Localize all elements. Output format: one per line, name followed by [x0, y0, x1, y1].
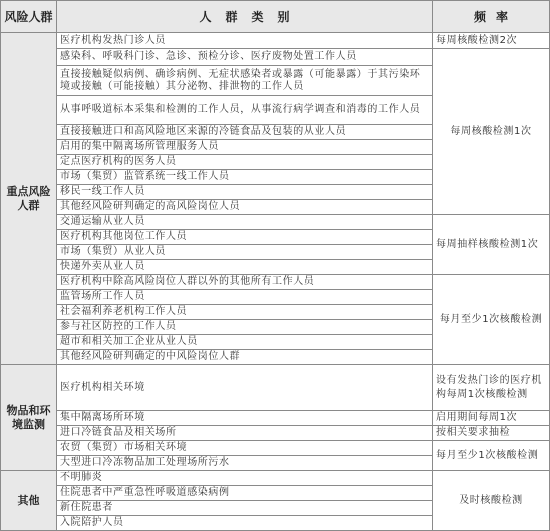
row-item: 交通运输从业人员 — [57, 215, 433, 230]
frequency-cell: 及时核酸检测 — [433, 471, 550, 531]
row-item: 快递外卖从业人员 — [57, 260, 433, 275]
row-item: 进口冷链食品及相关场所 — [57, 426, 433, 441]
row-item: 医疗机构中除高风险岗位人群以外的其他所有工作人员 — [57, 275, 433, 290]
header-frequency: 频率 — [433, 1, 550, 33]
row-item: 市场（集贸）从业人员 — [57, 245, 433, 260]
frequency-cell: 每周核酸检测2次 — [433, 33, 550, 49]
table-row — [1, 33, 550, 49]
row-item: 农贸（集贸）市场相关环境 — [57, 441, 433, 456]
category-high-risk: 重点风险人群 — [1, 33, 57, 365]
table-row — [1, 441, 550, 456]
frequency-cell: 每周抽样核酸检测1次 — [433, 215, 550, 275]
table-header-row — [1, 1, 550, 33]
frequency-cell: 每月至少1次核酸检测 — [433, 441, 550, 471]
row-item: 直接接触进口和高风险地区来源的冷链食品及包装的从业人员 — [57, 125, 433, 140]
header-risk-crowd: 风险人群 — [1, 1, 57, 33]
row-item: 大型进口冷冻物品加工处理场所污水 — [57, 456, 433, 471]
row-item: 其他经风险研判确定的中风险岗位人群 — [57, 350, 433, 365]
table-row — [1, 426, 550, 441]
row-item: 参与社区防控的工作人员 — [57, 320, 433, 335]
row-item: 集中隔离场所环境 — [57, 411, 433, 426]
row-item: 医疗机构相关环境 — [57, 365, 433, 411]
row-item: 社会福利养老机构工作人员 — [57, 305, 433, 320]
row-item: 感染科、呼吸科门诊、急诊、预检分诊、医疗废物处置工作人员 — [57, 49, 433, 66]
row-item: 住院患者中严重急性呼吸道感染病例 — [57, 486, 433, 501]
row-item: 医疗机构其他岗位工作人员 — [57, 230, 433, 245]
row-item: 定点医疗机构的医务人员 — [57, 155, 433, 170]
row-item: 直接接触疑似病例、确诊病例、无症状感染者或暴露（可能暴露）于其污染环境或接触（可能接触）其分泌物、排泄物的工作人员 — [57, 66, 433, 96]
category-environment: 物品和环境监测 — [1, 365, 57, 471]
header-crowd-category: 人群类别 — [57, 1, 433, 33]
table-row — [1, 49, 550, 66]
category-other: 其他 — [1, 471, 57, 531]
row-item: 启用的集中隔离场所管理服务人员 — [57, 140, 433, 155]
frequency-cell: 按相关要求抽检 — [433, 426, 550, 441]
frequency-cell: 设有发热门诊的医疗机构每周1次核酸检测 — [433, 365, 550, 411]
row-item: 市场（集贸）监管系统一线工作人员 — [57, 170, 433, 185]
frequency-cell: 每周核酸检测1次 — [433, 49, 550, 215]
row-item: 移民一线工作人员 — [57, 185, 433, 200]
table-row — [1, 411, 550, 426]
frequency-cell: 每月至少1次核酸检测 — [433, 275, 550, 365]
row-item: 超市和相关加工企业从业人员 — [57, 335, 433, 350]
table-row — [1, 275, 550, 290]
row-item: 监管场所工作人员 — [57, 290, 433, 305]
row-item: 医疗机构发热门诊人员 — [57, 33, 433, 49]
row-item: 不明肺炎 — [57, 471, 433, 486]
table-row — [1, 471, 550, 486]
table-row — [1, 215, 550, 230]
table-row — [1, 365, 550, 411]
row-item: 新住院患者 — [57, 501, 433, 516]
row-item: 入院陪护人员 — [57, 516, 433, 531]
row-item: 其他经风险研判确定的高风险岗位人员 — [57, 200, 433, 215]
frequency-cell: 启用期间每周1次 — [433, 411, 550, 426]
row-item: 从事呼吸道标本采集和检测的工作人员，从事流行病学调查和消毒的工作人员 — [57, 96, 433, 125]
